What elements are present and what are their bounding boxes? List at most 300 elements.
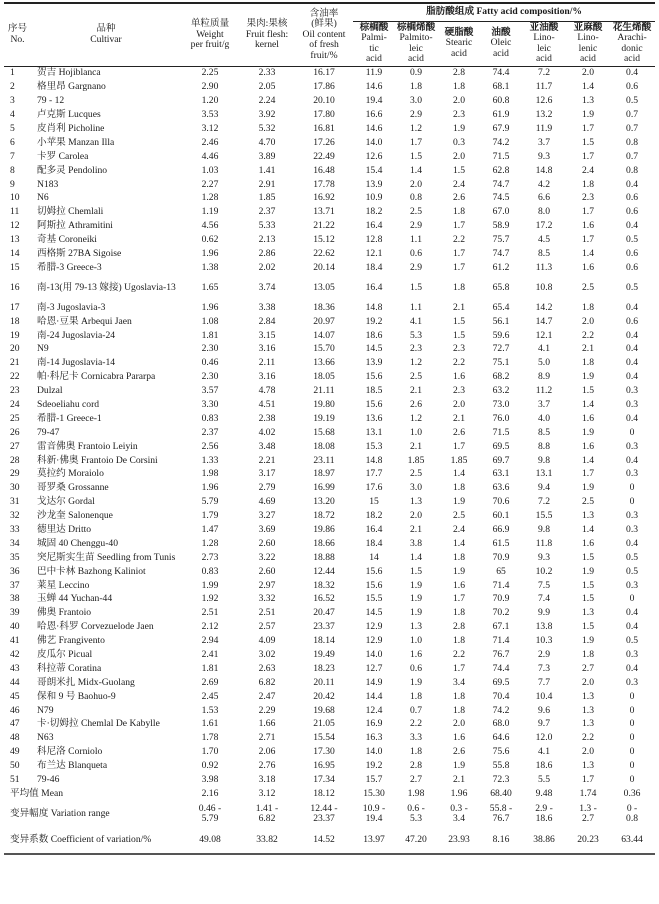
summary-value: 38.86 [521,827,567,854]
cell-cultivar: 戈达尔 Gordal [37,496,95,508]
cell-value: 1.3 [410,496,422,508]
cell-value: 1.1 [410,234,422,246]
header-fatty-acid-en1: Palmito- [399,32,433,44]
cell-value: 1.5 [582,385,594,397]
summary-value: 23.93 [437,827,481,854]
header-fatty-acid-4 [521,21,567,66]
cell-value: 4.2 [538,178,550,190]
cell-value: 18.88 [313,551,335,563]
cell-value: 1.8 [582,178,594,190]
header-oil-cn1: 含油率 [309,7,339,19]
cell-value: 2.51 [258,607,276,619]
cell-value: 1.6 [453,579,465,591]
cell-value: 15.5 [365,593,383,605]
cell-value: 2.2 [410,718,422,730]
cell-value: 16.17 [313,67,335,79]
cell-value: 68.2 [492,371,510,383]
cell-value: 1.7 [453,220,465,232]
cell-value: 3.0 [410,95,422,107]
cell-value: 1.98 [201,468,219,480]
cell-cultivar: N6 [37,192,49,204]
cell-value: 2.0 [453,399,465,410]
cell-value: 0.4 [626,371,639,383]
range-max: 6.82 [258,813,276,825]
cell-value: 0.6 [410,662,422,674]
cell-value: 1.7 [453,261,465,273]
cell-value: 17.78 [313,178,335,190]
cell-value: 21.22 [313,220,335,232]
cell-value: 1.6 [453,371,465,383]
cell-value: 0.4 [626,621,639,633]
cell-value: 7.2 [538,496,550,508]
summary-value [567,801,609,827]
cell-value: 3.38 [258,301,276,313]
cell-value: 8.5 [538,426,550,438]
cell-value: 3.7 [538,136,550,148]
range-min: 0.6 - [407,802,425,814]
cell-value: 16.3 [365,732,383,744]
cell-value: 1.3 [582,510,594,522]
cell-value: 1.8 [410,746,422,758]
cell-value: 15.6 [365,399,383,410]
cell-value: 13.6 [365,412,383,424]
cell-value: 0.3 [626,385,639,397]
cell-value: 1.6 [582,220,594,232]
cell-value: 2.12 [201,621,219,633]
cell-value: 60.1 [492,510,510,522]
table-row [4,732,655,746]
cell-value: 3.69 [258,524,276,536]
cell-cultivar: N183 [37,178,59,190]
cell-cultivar: 南-24 Jugoslavia-24 [37,329,116,341]
cell-value: 74.4 [492,67,510,79]
cell-value: 3.48 [258,440,276,452]
cell-value: 1.53 [201,704,219,716]
cell-value: 1.65 [201,281,219,293]
cell-value: 0 [629,593,635,605]
cell-value: 2.02 [258,261,276,273]
cell-value: 0.4 [626,67,639,79]
cell-value: 3.02 [258,649,276,661]
header-oil-en1: Oil content [302,28,346,40]
cell-value: 69.5 [492,676,510,688]
cell-cultivar: 卡·切姆拉 Chemlal De Kabylle [37,718,160,730]
cell-value: 0.4 [626,343,639,355]
cell-value: 2.3 [453,109,465,121]
cell-value: 2.4 [453,178,465,190]
cell-value: 2.5 [410,468,422,480]
cell-value: 1.33 [201,454,219,466]
cell-value: 13.05 [313,281,335,293]
cell-value: 2.9 [538,649,550,661]
cell-value: 4.51 [258,399,276,410]
cell-value: 1.7 [453,593,465,605]
range-max: 18.6 [535,813,553,825]
summary-value: 8.16 [481,827,521,854]
cell-value: 3.4 [453,676,465,688]
summary-value: 20.23 [567,827,609,854]
cell-value: 18.6 [535,760,553,772]
cell-value: 0.4 [626,454,639,466]
cell-value: 15.12 [313,234,335,246]
cell-value: 21.11 [313,385,335,397]
cell-value: 20.11 [313,676,335,688]
cell-value: 1.8 [453,206,465,218]
table-row [4,315,655,329]
cell-value: 9.8 [538,454,550,466]
header-fatty-acid-cn: 硬脂酸 [444,26,474,38]
cell-value: 1.8 [453,281,465,293]
cell-cultivar: 莱星 Leccino [37,579,90,591]
header-fatty-acid-en2: acid [493,47,509,59]
header-fatty-acid-cn: 油酸 [491,26,511,38]
cell-value: 2.24 [258,95,276,107]
summary-value: 14.52 [295,827,353,854]
cell-value: 1.8 [410,81,422,93]
cell-value: 5.79 [201,496,219,508]
header-no [4,3,31,66]
cell-value: 74.2 [492,136,510,148]
cell-value: 1.2 [410,357,422,369]
cell-value: 0.4 [626,537,639,549]
cell-value: 0 [629,718,635,730]
cell-value: 10.8 [535,281,553,293]
cell-no: 42 [10,649,20,661]
cell-no: 27 [10,440,20,452]
cell-value: 2.0 [453,150,465,162]
table-row [4,579,655,593]
cell-value: 0.4 [626,178,639,190]
cell-value: 1.0 [410,426,422,438]
cell-value: 2.38 [258,412,276,424]
cell-value: 1.4 [582,247,594,259]
cell-value: 1.5 [582,579,594,591]
cell-value: 1.5 [582,621,594,633]
header-cultivar-en: Cultivar [90,33,122,45]
cell-value: 1.4 [453,537,465,549]
cell-value: 17.30 [313,746,335,758]
table-row [4,676,655,690]
cell-value: 18.2 [365,206,383,218]
header-oil [295,3,353,66]
cell-value: 0.7 [626,109,639,121]
table-row [4,746,655,760]
cell-value: 0.4 [626,357,639,369]
header-fatty-acid-en2: donic [621,42,643,54]
cell-value: 1.8 [453,690,465,702]
summary-value [295,801,353,827]
cell-cultivar: 西格斯 27BA Sigoise [37,247,122,259]
cell-no: 22 [10,371,20,383]
cell-value: 2.3 [582,192,594,204]
cell-value: 1.1 [410,301,422,313]
cell-value: 2.5 [582,496,594,508]
cell-value: 2.30 [201,371,219,383]
cell-value: 70.9 [492,593,510,605]
cell-value: 4.78 [258,385,276,397]
cell-value: 2.76 [258,760,276,772]
cell-cultivar: Sdeoeliahu cord [37,399,100,410]
cell-value: 1.96 [201,301,219,313]
cell-value: 2.3 [453,385,465,397]
cell-no: 3 [10,95,15,107]
cell-value: 4.5 [538,234,550,246]
cell-value: 7.7 [538,676,550,688]
summary-value [181,801,239,827]
cell-value: 2.05 [258,81,276,93]
cell-value: 2.27 [201,178,219,190]
cell-value: 65.4 [492,301,510,313]
summary-row-cv [4,827,655,854]
cell-value: 1.9 [582,426,594,438]
cell-value: 14.8 [535,164,553,176]
cell-value: 13.71 [313,206,335,218]
cell-value: 6.6 [538,192,550,204]
cell-value: 1.85 [407,454,425,466]
table-body [4,66,655,854]
cell-cultivar: 卡罗 Carolea [37,150,89,162]
cell-no: 17 [10,301,20,313]
cell-value: 1.41 [258,164,276,176]
table-row [4,275,655,301]
cell-value: 1.28 [201,537,219,549]
cell-value: 2.5 [453,510,465,522]
cell-no: 44 [10,676,20,688]
cell-value: 73.0 [492,399,510,410]
cell-no: 39 [10,607,20,619]
cell-value: 1.5 [410,281,422,293]
cell-value: 8.9 [538,371,550,383]
cell-value: 0.6 [626,192,639,204]
cell-cultivar: 切姆拉 Chemlali [37,206,104,218]
cell-cultivar: 玉蝉 44 Yuchan-44 [37,593,113,605]
cell-cultivar: 佛奥 Frantoio [37,607,92,619]
cell-value: 14.5 [365,343,383,355]
cell-value: 8.5 [538,247,550,259]
cell-value: 15 [369,496,379,508]
summary-value: 1.98 [407,787,425,799]
summary-value: 63.44 [609,827,655,854]
header-flesh [239,3,295,66]
cell-value: 2.33 [258,67,276,79]
header-fatty-acid-5 [567,21,609,66]
table-row [4,178,655,192]
cell-value: 74.7 [492,247,510,259]
cell-value: 70.9 [492,551,510,563]
cell-value: 16.9 [365,718,383,730]
cell-value: 1.8 [453,482,465,494]
summary-value: 2.16 [201,787,219,799]
cell-value: 2.51 [201,607,219,619]
cell-value: 1.92 [201,593,219,605]
range-max: 23.37 [313,813,335,825]
cell-value: 15.7 [365,774,383,786]
cell-value: 2.47 [258,690,276,702]
cell-value: 65.8 [492,281,510,293]
cell-value: 2.37 [201,426,219,438]
summary-value [609,801,655,827]
cell-cultivar: 科新·佛奥 Frantoio De Corsini [37,454,158,466]
cell-cultivar: 79-46 [37,774,60,786]
table-row [4,537,655,551]
cell-value: 2.8 [453,67,465,79]
cell-value: 14.4 [365,690,383,702]
cell-value: 2.84 [258,315,276,327]
cell-value: 0.4 [626,220,639,232]
cell-value: 3.30 [201,399,219,410]
cell-value: 2.2 [453,357,465,369]
cell-value: 7.3 [538,662,550,674]
cell-value: 71.4 [492,579,510,591]
cell-value: 60.8 [492,95,510,107]
cell-value: 1.8 [453,81,465,93]
cell-value: 70.6 [492,496,510,508]
cell-no: 23 [10,385,20,397]
header-fatty-acid-2 [437,21,481,66]
cell-value: 0.3 [453,136,465,148]
cell-cultivar: 南-13(用 79-13 嫁接) Ugoslavia-13 [37,281,176,293]
cell-value: 0.5 [626,565,639,577]
cell-value: 13.8 [535,621,553,633]
cell-value: 15.3 [365,440,383,452]
cell-value: 0.6 [626,206,639,218]
range-max: 5.79 [201,813,219,825]
cell-no: 20 [10,343,20,355]
cell-value: 3.53 [201,109,219,121]
cell-value: 2.30 [201,343,219,355]
cell-value: 2.8 [410,760,422,772]
summary-label: 平均值 Mean [10,787,64,799]
cell-value: 3.98 [201,774,219,786]
range-min: 55.8 - [489,802,513,814]
cell-value: 75.1 [492,357,510,369]
cell-cultivar: 哈恩·科罗 Corvezuelode Jaen [37,621,154,633]
cell-value: 16.6 [365,109,383,121]
cell-cultivar: 保和 9 号 Baohuo-9 [37,690,116,702]
cell-cultivar: 佛艺 Frangivento [37,635,105,647]
header-fatty-acid-en1: Lino- [577,32,599,44]
cell-value: 1.99 [201,579,219,591]
cell-value: 23.37 [313,621,335,633]
cell-value: 17.34 [313,774,335,786]
table-row [4,621,655,635]
cell-value: 1.7 [453,247,465,259]
cell-no: 35 [10,551,20,563]
cell-value: 7.5 [538,579,550,591]
cell-value: 0.4 [626,412,639,424]
cell-value: 19.49 [313,649,335,661]
cell-cultivar: 哥罗桑 Grossanne [37,482,109,494]
cell-value: 20.10 [313,95,335,107]
cell-value: 10.2 [535,565,553,577]
cell-value: 15.70 [313,343,335,355]
cell-value: 19.86 [313,524,335,536]
cell-value: 62.8 [492,164,510,176]
cell-value: 70.4 [492,690,510,702]
cell-value: 2.56 [201,440,219,452]
cell-value: 76.0 [492,412,510,424]
cell-value: 1.9 [582,109,594,121]
cell-value: 2.5 [410,206,422,218]
cell-cultivar: 皮瓜尔 Picual [37,649,93,661]
cell-value: 5.3 [410,329,422,341]
cell-value: 18.72 [313,510,335,522]
cell-value: 0.3 [626,649,639,661]
header-fatty-acid-en1: Arachi- [617,32,647,44]
cell-value: 19.19 [313,412,335,424]
cell-value: 74.7 [492,178,510,190]
cell-value: 11.9 [535,122,553,134]
cell-value: 14.5 [365,607,383,619]
cell-value: 2.79 [258,482,276,494]
cell-value: 16.81 [313,122,335,134]
cell-value: 1.7 [582,468,594,480]
cell-value: 16.92 [313,192,335,204]
cell-value: 13.9 [365,357,383,369]
cell-value: 1.9 [410,593,422,605]
cell-value: 0.9 [410,67,422,79]
cell-no: 34 [10,537,20,549]
cell-value: 15.68 [313,426,335,438]
header-no-cn: 序号 [7,23,28,35]
cell-value: 0.4 [626,662,639,674]
cell-value: 74.4 [492,662,510,674]
range-max: 19.4 [365,813,383,825]
cell-value: 1.7 [582,234,594,246]
cell-value: 2.1 [453,412,465,424]
cell-no: 41 [10,635,20,647]
cell-value: 2.1 [453,774,465,786]
cell-value: 17.6 [365,482,383,494]
cell-value: 1.08 [201,315,219,327]
cell-value: 12.6 [365,150,383,162]
summary-value: 9.48 [535,787,553,799]
header-fatty-acid-en1: Stearic [445,37,473,49]
cell-no: 30 [10,482,20,494]
cell-value: 1.8 [582,357,594,369]
cell-value: 17.7 [365,468,383,480]
cell-value: 1.6 [582,261,594,273]
header-fatty-acid-en3: acid [408,53,424,65]
cell-value: 2.29 [258,704,276,716]
cell-value: 1.3 [582,690,594,702]
table-row [4,412,655,426]
cell-value: 13.20 [313,496,335,508]
summary-value: 68.40 [490,787,512,799]
cell-no: 24 [10,399,20,410]
cell-value: 64.6 [492,732,510,744]
cell-value: 2.7 [582,662,594,674]
cell-value: 2.0 [582,67,594,79]
cell-value: 4.70 [258,136,276,148]
cell-value: 1.8 [582,301,594,313]
table-row [4,329,655,343]
cell-value: 0.62 [201,234,219,246]
cell-value: 11.8 [535,537,553,549]
cell-value: 1.81 [201,662,219,674]
header-fatty-acid-en2: lenic [578,42,598,54]
cell-value: 14.9 [365,676,383,688]
header-oil-en2: of fresh [309,39,339,51]
cell-value: 12.1 [535,329,553,341]
cell-value: 4.09 [258,635,276,647]
cell-value: 1.5 [582,136,594,148]
cell-cultivar: 巴中卡林 Bazhong Kaliniot [37,565,146,577]
header-fatty-acid-3 [481,21,521,66]
cell-value: 0.3 [626,579,639,591]
cell-value: 2.7 [410,774,422,786]
cell-value: 1.3 [582,704,594,716]
